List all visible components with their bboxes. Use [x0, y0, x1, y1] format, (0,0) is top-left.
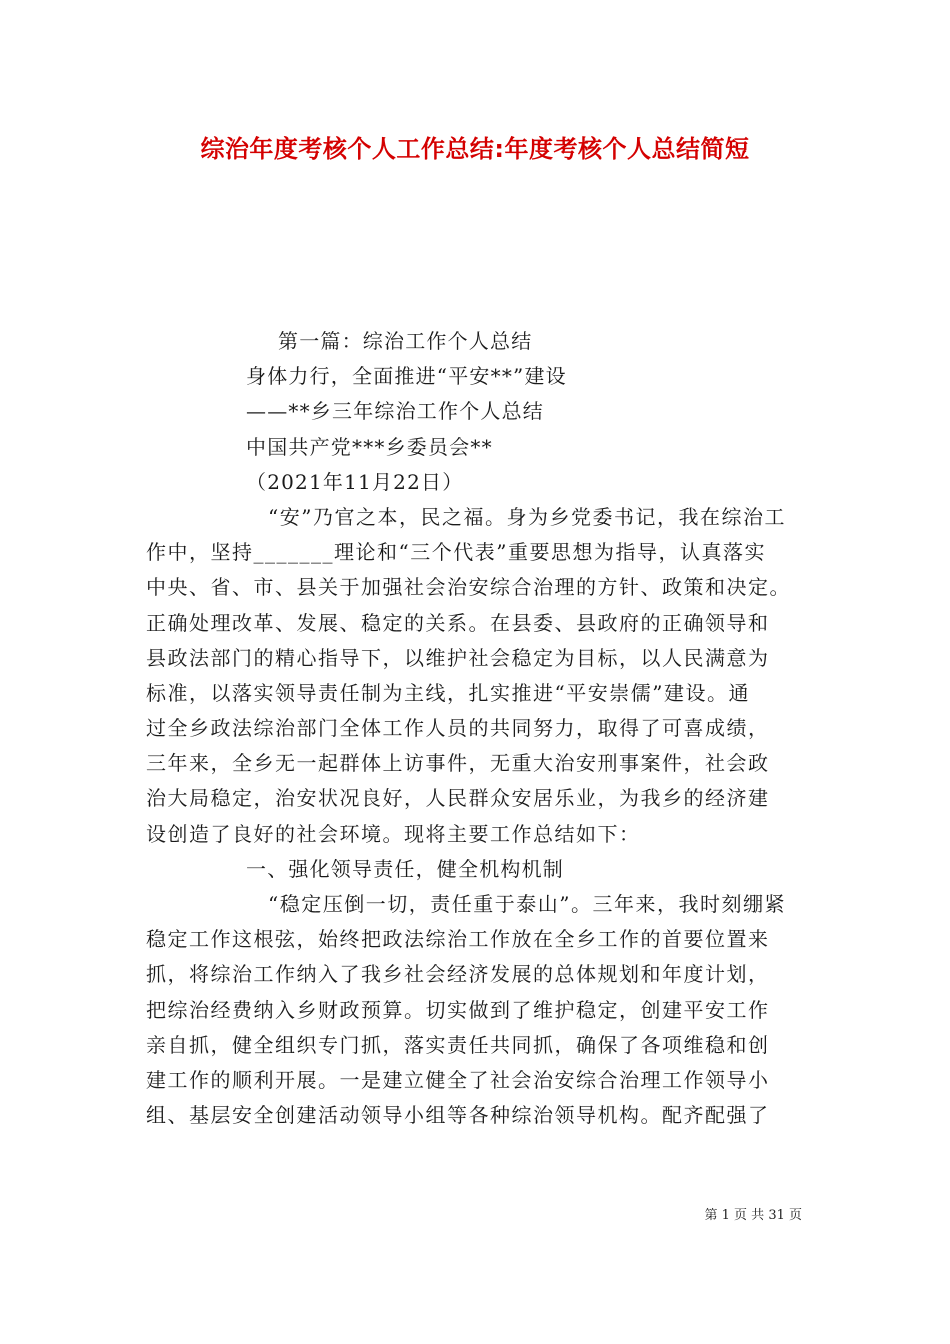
paragraph-line: 亲自抓，健全组织专门抓，落实责任共同抓，确保了各项维稳和创 — [146, 1032, 770, 1057]
paragraph-line: 正确处理改革、发展、稳定的关系。在县委、县政府的正确领导和 — [146, 610, 770, 635]
heading-line: 中国共产党***乡委员会** — [246, 434, 493, 459]
paragraph-line: 标准，以落实领导责任制为主线，扎实推进“平安崇儒”建设。通 — [146, 680, 750, 705]
page-number: 第 1 页 共 31 页 — [704, 1208, 802, 1223]
heading-line: ——**乡三年综治工作个人总结 — [246, 399, 544, 424]
paragraph-line: 中央、省、市、县关于加强社会治安综合治理的方针、政策和决定。 — [146, 575, 791, 600]
paragraph-line: 过全乡政法综治部门全体工作人员的共同努力，取得了可喜成绩， — [146, 716, 770, 741]
paragraph-line: 抓，将综治工作纳入了我乡社会经济发展的总体规划和年度计划， — [146, 962, 770, 987]
paragraph-line: 把综治经费纳入乡财政预算。切实做到了维护稳定，创建平安工作 — [146, 997, 770, 1022]
heading-line: 第一篇：综治工作个人总结 — [278, 329, 533, 353]
paragraph-line: 设创造了良好的社会环境。现将主要工作总结如下： — [146, 821, 641, 846]
heading-line: 身体力行，全面推进“平安**”建设 — [246, 364, 567, 389]
date-line: （2021年11月22日） — [246, 469, 464, 494]
section-heading: 一、强化领导责任，健全机构机制 — [246, 856, 564, 881]
paragraph-line: 建工作的顺利开展。一是建立健全了社会治安综合治理工作领导小 — [146, 1067, 770, 1092]
paragraph-line: 三年来，全乡无一起群体上访事件，无重大治安刑事案件，社会政 — [146, 751, 770, 776]
paragraph-line: “安”乃官之本，民之福。身为乡党委书记，我在综治工 — [268, 504, 786, 529]
paragraph-line: 稳定工作这根弦，始终把政法综治工作放在全乡工作的首要位置来 — [146, 927, 770, 952]
paragraph-line: “稳定压倒一切，责任重于泰山”。三年来，我时刻绷紧 — [268, 892, 786, 916]
paragraph-line: 治大局稳定，治安状况良好，人民群众安居乐业，为我乡的经济建 — [146, 786, 770, 811]
document-title: 综治年度考核个人工作总结:年度考核个人总结简短 — [200, 135, 750, 163]
paragraph-line: 组、基层安全创建活动领导小组等各种综治领导机构。配齐配强了 — [146, 1103, 770, 1128]
paragraph-line: 县政法部门的精心指导下，以维护社会稳定为目标，以人民满意为 — [146, 645, 770, 670]
document-body — [146, 324, 810, 1133]
paragraph-line: 作中，坚持_______理论和“三个代表”重要思想为指导，认真落实 — [146, 540, 766, 565]
